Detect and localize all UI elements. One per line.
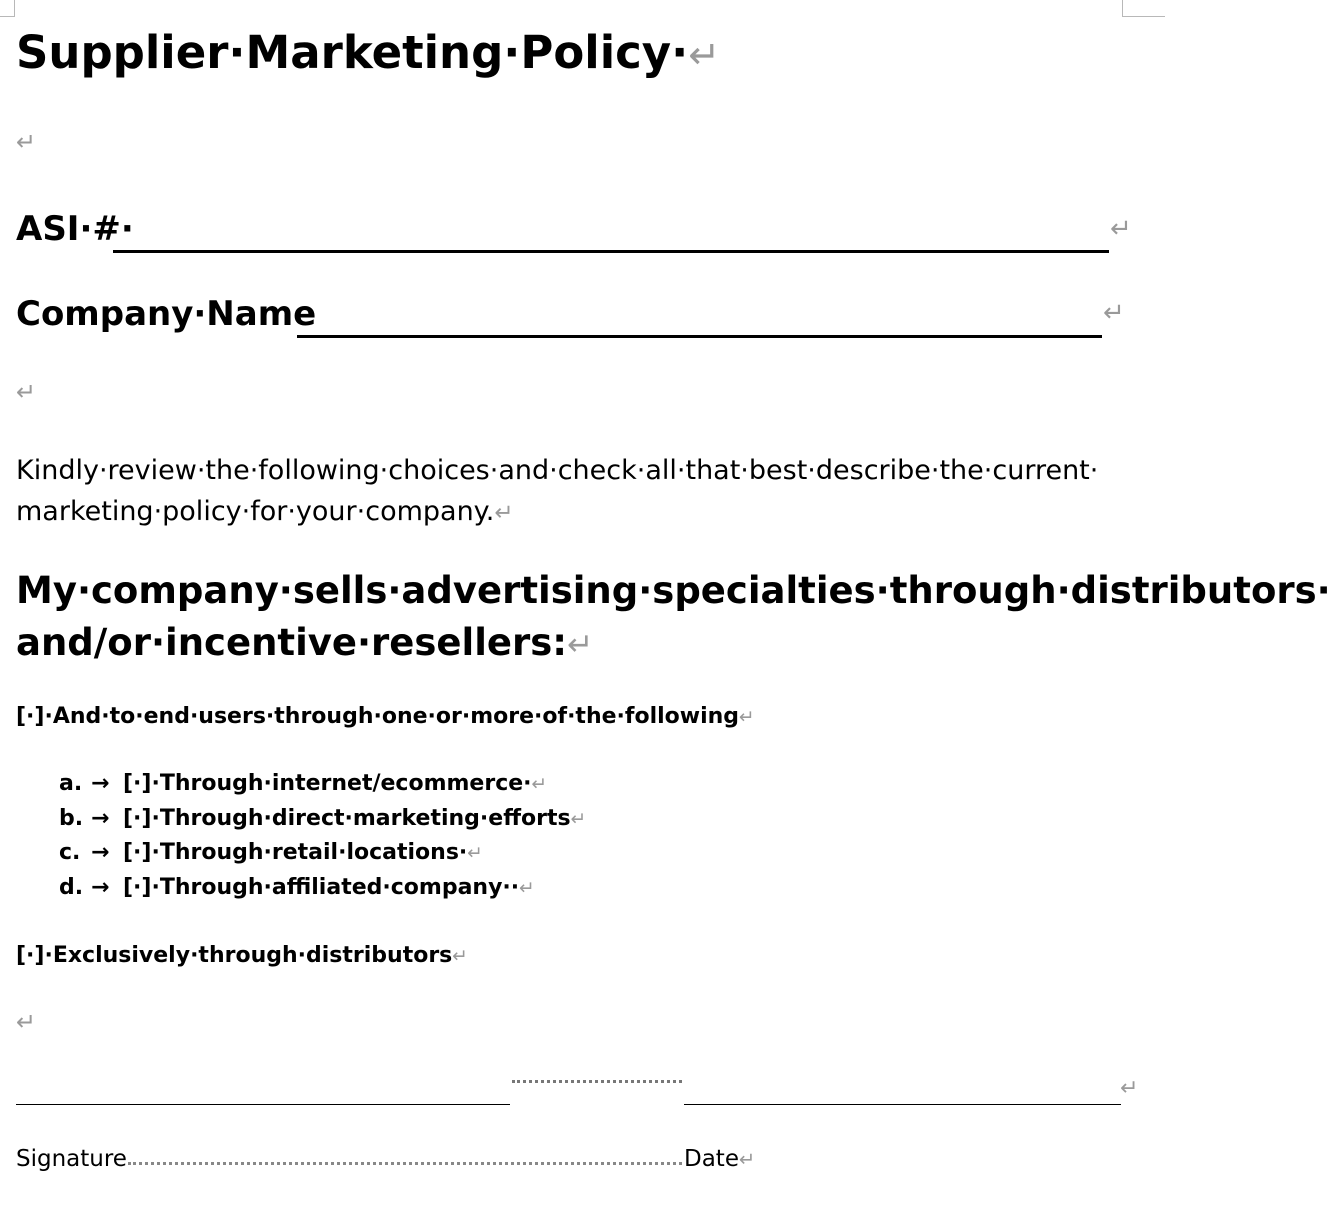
intro-text: Kindly·review·the·following·choices·and·check·all·that·best·describe·the·current· marketing·policy·for·your·company. [16,455,1099,527]
tab-arrow-icon: → [91,875,110,900]
empty-paragraph-mark-icon[interactable]: ↵ [16,1008,37,1036]
company-label-text: Company·Name [16,294,317,334]
sub-option-b[interactable] [59,806,586,831]
paragraph-mark-icon: ↵ [688,33,721,78]
page-corner-marker-right [1122,0,1165,17]
empty-paragraph-mark-icon[interactable]: ↵ [16,378,37,406]
signature-field-line[interactable] [16,1104,510,1105]
paragraph-mark-icon: ↵ [567,627,594,663]
tab-leader-dots [512,1080,682,1083]
tab-arrow-icon: → [91,771,110,796]
paragraph-mark-icon: ↵ [452,946,468,967]
paragraph-mark-icon: ↵ [467,843,483,864]
tab-leader-dots [128,1162,682,1165]
option-end-users-text: [·]·And·to·end·users·through·one·or·more·of·the·following [16,704,740,729]
list-letter: c. [59,840,81,865]
sub-option-text: [·]·Through·affiliated·company·· [123,875,520,900]
date-label-text: Date [684,1146,739,1172]
paragraph-mark-icon: ↵ [570,809,587,830]
empty-paragraph-mark-icon[interactable]: ↵ [16,128,37,156]
tab-arrow-icon: → [91,806,110,831]
tab-arrow-icon: → [91,840,110,865]
page-corner-marker-left [0,0,15,17]
paragraph-mark-icon: ↵ [494,500,514,526]
sub-option-d[interactable] [59,875,535,900]
sub-option-text: [·]·Through·direct·marketing·efforts [123,806,571,831]
sub-option-text: [·]·Through·internet/ecommerce· [123,771,532,796]
intro-paragraph[interactable] [16,450,1116,534]
paragraph-mark-icon: ↵ [1103,298,1125,328]
option-end-users-checkbox[interactable] [16,704,755,729]
title-text: Supplier·Marketing·Policy· [16,26,689,79]
paragraph-mark-icon: ↵ [738,1148,756,1171]
list-letter: a. [59,771,83,796]
paragraph-mark-icon: ↵ [531,774,548,795]
paragraph-mark-icon: ↵ [739,707,755,728]
asi-label-text: ASI·#· [16,209,134,249]
company-name-label[interactable] [16,294,316,334]
option-exclusive-text: [·]·Exclusively·through·distributors [16,943,453,968]
paragraph-mark-icon: ↵ [519,878,535,899]
sub-option-c[interactable] [59,840,483,865]
paragraph-mark-icon: ↵ [1120,1076,1139,1101]
sub-option-text: [·]·Through·retail·locations· [123,840,468,865]
paragraph-mark-icon: ↵ [1110,214,1132,244]
company-name-field-line[interactable] [297,335,1102,338]
asi-number-field-line[interactable] [113,250,1109,253]
date-label [684,1146,755,1172]
section-heading[interactable] [16,565,1331,671]
document-title[interactable] [16,26,720,79]
heading-text: My·company·sells·advertising·specialties·through·distributors· and/or·incentive·resellers: [16,569,1331,664]
list-letter: b. [59,806,84,831]
option-exclusive-checkbox[interactable] [16,943,468,968]
asi-number-label[interactable] [16,209,134,249]
sub-option-a[interactable] [59,771,547,796]
date-field-line[interactable] [684,1104,1121,1105]
signature-label: Signature [16,1146,127,1172]
list-letter: d. [59,875,84,900]
